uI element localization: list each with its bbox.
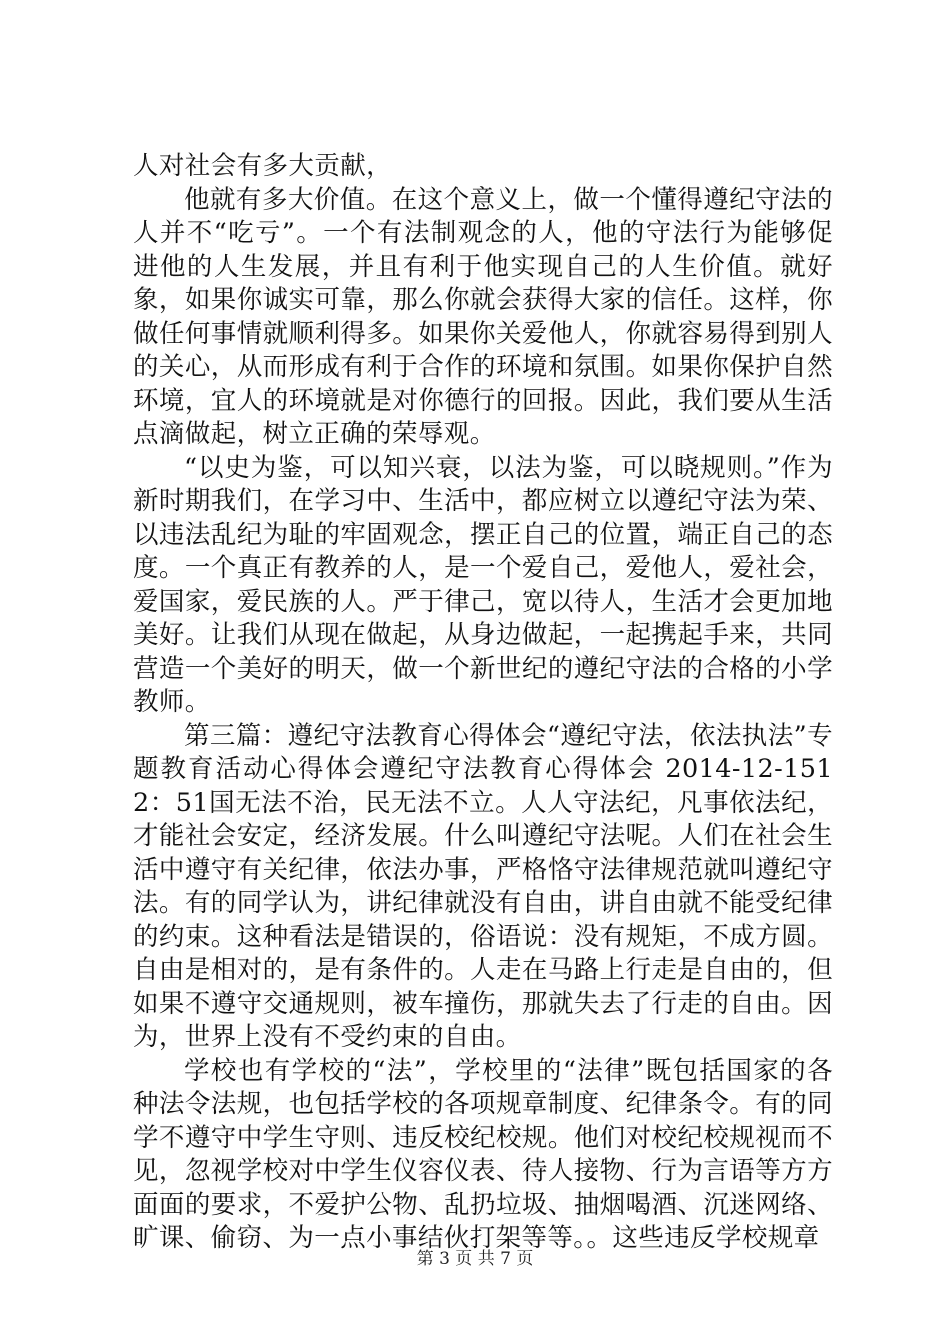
paragraph: 他就有多大价值。在这个意义上，做一个懂得遵纪守法的人并不“吃亏”。一个有法制观念的人，他的守法行为能够促进他的人生发展，并且有利于他实现自己的人生价值。就好象，如果你诚实可靠，那么你就会获得大家的信任。这样，你做任何事情就顺利得多。如果你关爱他人，你就容易得到别人的关心，从而形成有利于合作的环境和氛围。如果你保护自然环境，宜人的环境就是对你德行的回报。因此，我们要从生活点滴做起，树立正确的荣辱观。 xyxy=(133,184,833,449)
paragraph: 人对社会有多大贡献， xyxy=(133,151,393,181)
document-body xyxy=(133,150,833,1256)
paragraph: 学校也有学校的“法”，学校里的“法律”既包括国家的各种法令法规，也包括学校的各项规章制度、纪律条令。有的同学不遵守中学生守则、违反校纪校规。他们对校纪校规视而不见，忽视学校对中学生仪容仪表、待人接物、行为言语等方方面面的要求，不爱护公物、乱扔垃圾、抽烟喝酒、沉迷网络、旷课、偷窃、为一点小事结伙打架等等。。这些违反学校规章 xyxy=(133,1055,833,1253)
paragraph: 第三篇：遵纪守法教育心得体会“遵纪守法，依法执法”专题教育活动心得体会遵纪守法教育心得体会 2014-12-1512：51国无法不治，民无法不立。人人守法纪，凡事依法纪，才能社会安定，经济发展。什么叫遵纪守法呢。人们在社会生活中遵守有关纪律，依法办事，严格恪守法律规范就叫遵纪守法。有的同学认为，讲纪律就没有自由，讲自由就不能受纪律的约束。这种看法是错误的，俗语说：没有规矩，不成方圆。自由是相对的，是有条件的。人走在马路上行走是自由的，但如果不遵守交通规则，被车撞伤，那就失去了行走的自由。因为，世界上没有不受约束的自由。 xyxy=(133,720,833,1052)
paragraph: “以史为鉴，可以知兴衰，以法为鉴，可以晓规则。”作为新时期我们，在学习中、生活中，都应树立以遵纪守法为荣、以违法乱纪为耻的牢固观念，摆正自己的位置，端正自己的态度。一个真正有教养的人，是一个爱自己，爱他人，爱社会，爱国家，爱民族的人。严于律己，宽以待人，生活才会更加地美好。让我们从现在做起，从身边做起，一起携起手来，共同营造一个美好的明天，做一个新世纪的遵纪守法的合格的小学教师。 xyxy=(133,452,833,717)
page-number-footer: 第 3 页 共 7 页 xyxy=(416,1249,534,1269)
